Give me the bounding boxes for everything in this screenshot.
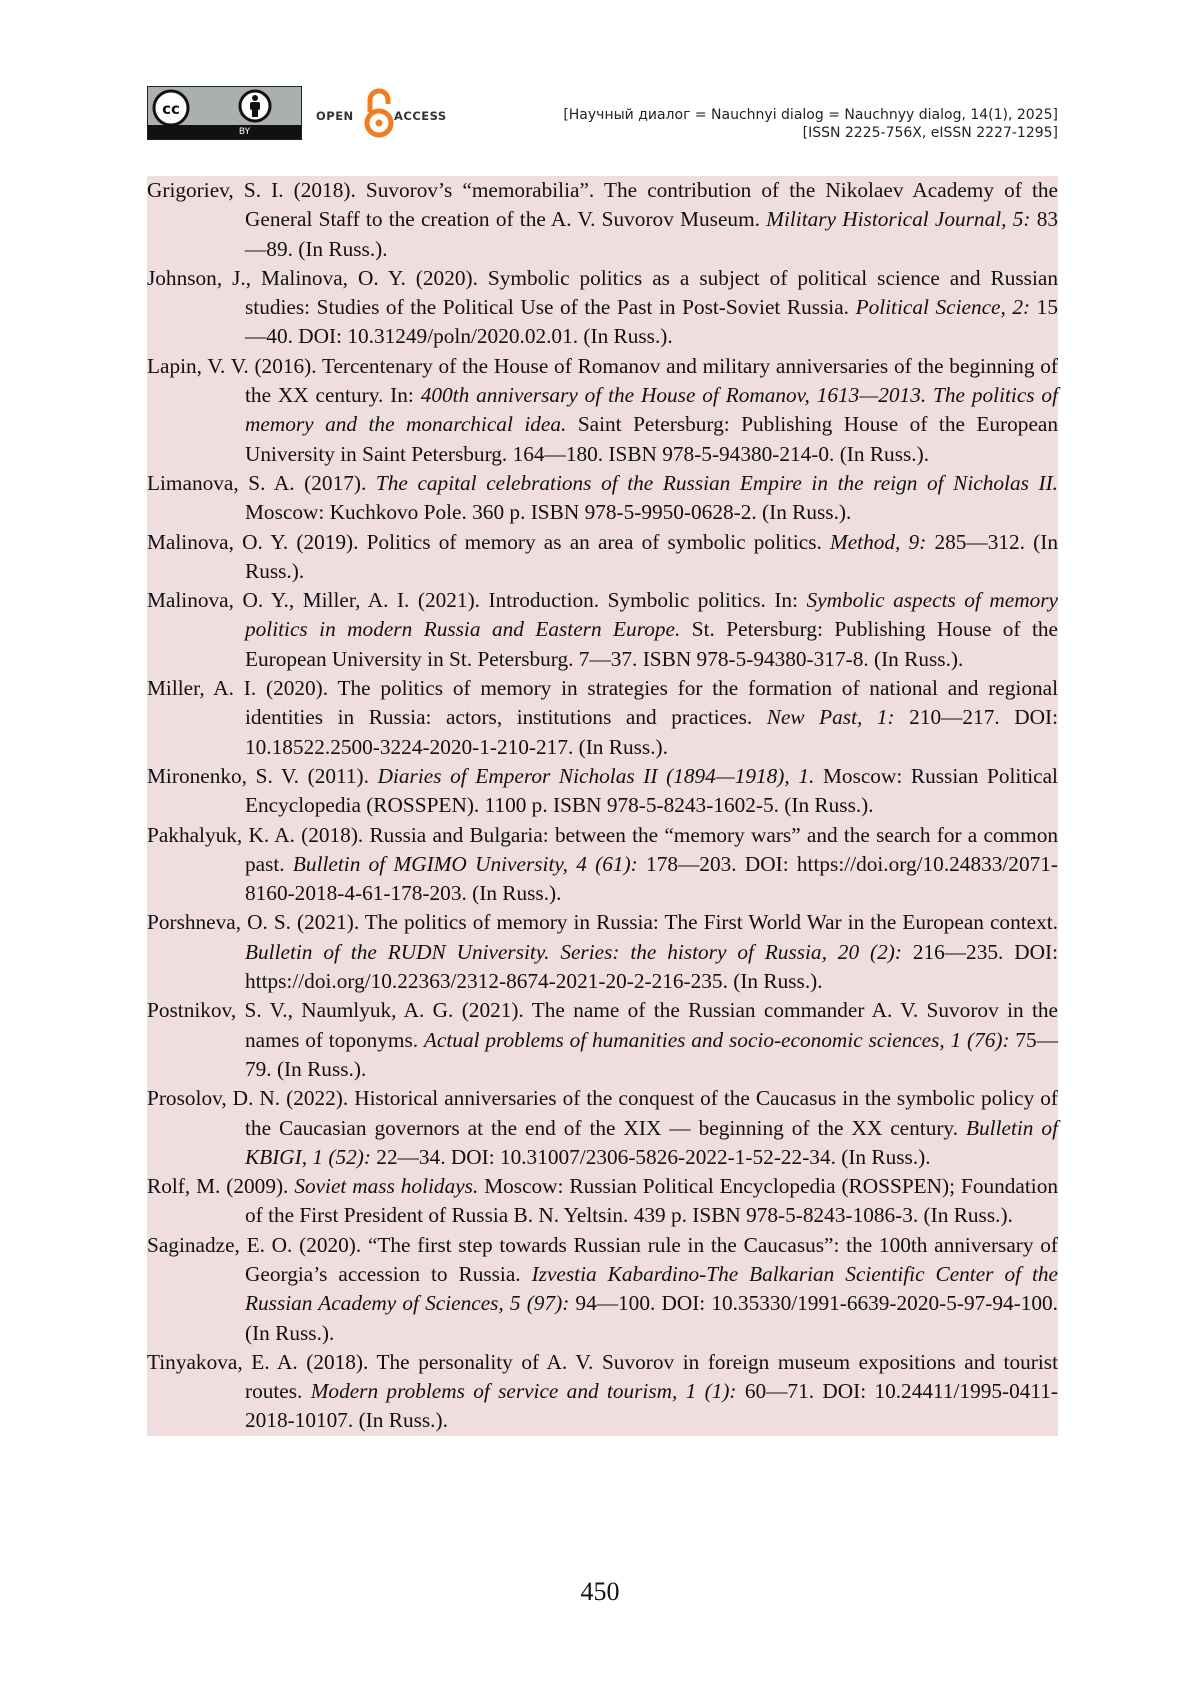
svg-text:cc: cc (162, 100, 180, 118)
reference-entry (147, 1231, 1058, 1348)
reference-text: Limanova, S. A. (2017). (147, 471, 376, 495)
reference-text: Prosolov, D. N. (2022). Historical anniversaries of the conquest of the Caucasus in the symbolic policy of the Caucasian governors at the end of the XIX — beginning of the XX century. (147, 1086, 1058, 1139)
reference-entry (147, 586, 1058, 674)
reference-source-title: Method, 9: (830, 530, 926, 554)
page-number: 450 (0, 1577, 1200, 1607)
open-access-lock-icon (364, 86, 394, 140)
reference-source-title: Political Science, 2: (856, 295, 1031, 319)
reference-source-title: Izvestia Kabardino-The Balkarian Scientific Center of the Russian Academy of Sciences, 5 (97): (245, 1262, 1058, 1315)
reference-entry (147, 352, 1058, 469)
journal-info (563, 106, 1058, 142)
reference-entry (147, 1084, 1058, 1172)
reference-details: 60—71. DOI: 10.24411/1995-0411-2018-10107. (In Russ.). (245, 1379, 1058, 1432)
reference-details: Saint Petersburg: Publishing House of the European University in Saint Petersburg. 164—180. ISBN 978-5-94380-214-0. (In Russ.). (245, 412, 1058, 465)
reference-text: Lapin, V. V. (2016). Tercentenary of the House of Romanov and military anniversaries of the beginning of the XX century. In: (147, 354, 1058, 407)
reference-source-title: Symbolic aspects of memory politics in modern Russia and Eastern Europe. (245, 588, 1058, 641)
page-header (147, 84, 1058, 144)
reference-text: Malinova, O. Y., Miller, A. I. (2021). Introduction. Symbolic politics. In: (147, 588, 807, 612)
reference-text: Johnson, J., Malinova, O. Y. (2020). Symbolic politics as a subject of political science and Russian studies: Studies of the Political Use of the Past in Post-Soviet Russia. (147, 266, 1058, 319)
reference-text: Pakhalyuk, K. A. (2018). Russia and Bulgaria: between the “memory wars” and the search for a common past. (147, 823, 1058, 876)
reference-source-title: The capital celebrations of the Russian Empire in the reign of Nicholas II. (376, 471, 1058, 495)
reference-source-title: Military Historical Journal, 5: (766, 207, 1030, 231)
reference-source-title: Modern problems of service and tourism, 1 (1): (311, 1379, 737, 1403)
reference-details: 178—203. DOI: https://doi.org/10.24833/2071-8160-2018-4-61-178-203. (In Russ.). (245, 852, 1058, 905)
journal-issn: [ISSN 2225-756X, eISSN 2227-1295] (563, 124, 1058, 142)
reference-details: 22—34. DOI: 10.31007/2306-5826-2022-1-52-22-34. (In Russ.). (371, 1145, 931, 1169)
reference-source-title: Soviet mass holidays. (294, 1174, 478, 1198)
reference-text: Postnikov, S. V., Naumlyuk, A. G. (2021). The name of the Russian commander A. V. Suvorov in the names of toponyms. (147, 998, 1058, 1051)
reference-entry (147, 674, 1058, 762)
reference-entry (147, 469, 1058, 528)
reference-source-title: 400th anniversary of the House of Romanov, 1613—2013. The politics of memory and the monarchical idea. (245, 383, 1058, 436)
reference-entry (147, 762, 1058, 821)
reference-entry (147, 528, 1058, 587)
reference-details: 94—100. DOI: 10.35330/1991-6639-2020-5-97-94-100. (In Russ.). (245, 1291, 1058, 1344)
reference-details: Moscow: Russian Political Encyclopedia (ROSSPEN); Foundation of the First President of Russia B. N. Yeltsin. 439 p. ISBN 978-5-8243-1086-3. (In Russ.). (245, 1174, 1058, 1227)
reference-source-title: Bulletin of MGIMO University, 4 (61): (293, 852, 638, 876)
reference-details: Moscow: Kuchkovo Pole. 360 p. ISBN 978-5-9950-0628-2. (In Russ.). (245, 500, 851, 524)
reference-details: St. Petersburg: Publishing House of the European University in St. Petersburg. 7—37. ISBN 978-5-94380-317-8. (In Russ.). (245, 617, 1058, 670)
reference-source-title: New Past, 1: (767, 705, 895, 729)
reference-entry (147, 821, 1058, 909)
reference-source-title: Actual problems of humanities and socio-economic sciences, 1 (76): (424, 1028, 1010, 1052)
reference-source-title: Diaries of Emperor Nicholas II (1894—1918), 1. (378, 764, 815, 788)
reference-details: Moscow: Russian Political Encyclopedia (ROSSPEN). 1100 p. ISBN 978-5-8243-1602-5. (In Russ.). (245, 764, 1058, 817)
open-access-logo (316, 86, 461, 140)
reference-entry (147, 176, 1058, 264)
reference-source-title: Bulletin of the RUDN University. Series: the history of Russia, 20 (2): (245, 940, 902, 964)
reference-details: 75—79. (In Russ.). (245, 1028, 1058, 1081)
reference-text: Malinova, O. Y. (2019). Politics of memory as an area of symbolic politics. (147, 530, 830, 554)
reference-text: Mironenko, S. V. (2011). (147, 764, 378, 788)
reference-text: Miller, A. I. (2020). The politics of memory in strategies for the formation of national and regional identities in Russia: actors, institutions and practices. (147, 676, 1058, 729)
cc-by-license-badge (147, 86, 302, 140)
journal-citation: [Научный диалог = Nauchnyi dialog = Nauchnyy dialog, 14(1), 2025] (563, 106, 1058, 124)
reference-entry (147, 908, 1058, 996)
reference-list (147, 176, 1058, 1436)
reference-details: 210—217. DOI: 10.18522.2500-3224-2020-1-210-217. (In Russ.). (245, 705, 1058, 758)
reference-text: Rolf, M. (2009). (147, 1174, 294, 1198)
reference-details: 83—89. (In Russ.). (245, 207, 1058, 260)
open-access-text-access: ACCESS (394, 109, 447, 123)
reference-text: Porshneva, O. S. (2021). The politics of memory in Russia: The First World War in the European context. (147, 910, 1058, 934)
reference-text: Grigoriev, S. I. (2018). Suvorov’s “memorabilia”. The contribution of the Nikolaev Academy of the General Staff to the creation of the A. V. Suvorov Museum. (147, 178, 1058, 231)
reference-entry (147, 1348, 1058, 1436)
reference-details: 15—40. DOI: 10.31249/poln/2020.02.01. (In Russ.). (245, 295, 1058, 348)
reference-entry (147, 1172, 1058, 1231)
reference-text: Tinyakova, E. A. (2018). The personality of A. V. Suvorov in foreign museum expositions and tourist routes. (147, 1350, 1058, 1403)
open-access-text-open: OPEN (316, 109, 354, 123)
reference-details: 216—235. DOI: https://doi.org/10.22363/2312-8674-2021-20-2-216-235. (In Russ.). (245, 940, 1058, 993)
creative-commons-icon (152, 89, 190, 127)
reference-entry (147, 264, 1058, 352)
attribution-person-icon (238, 89, 272, 123)
reference-text: Saginadze, E. O. (2020). “The first step towards Russian rule in the Caucasus”: the 100th anniversary of Georgia’s accession to Russia. (147, 1233, 1058, 1286)
reference-entry (147, 996, 1058, 1084)
license-by-label: BY (148, 125, 301, 139)
reference-details: 285—312. (In Russ.). (245, 530, 1058, 583)
reference-source-title: Bulletin of KBIGI, 1 (52): (245, 1116, 1058, 1169)
